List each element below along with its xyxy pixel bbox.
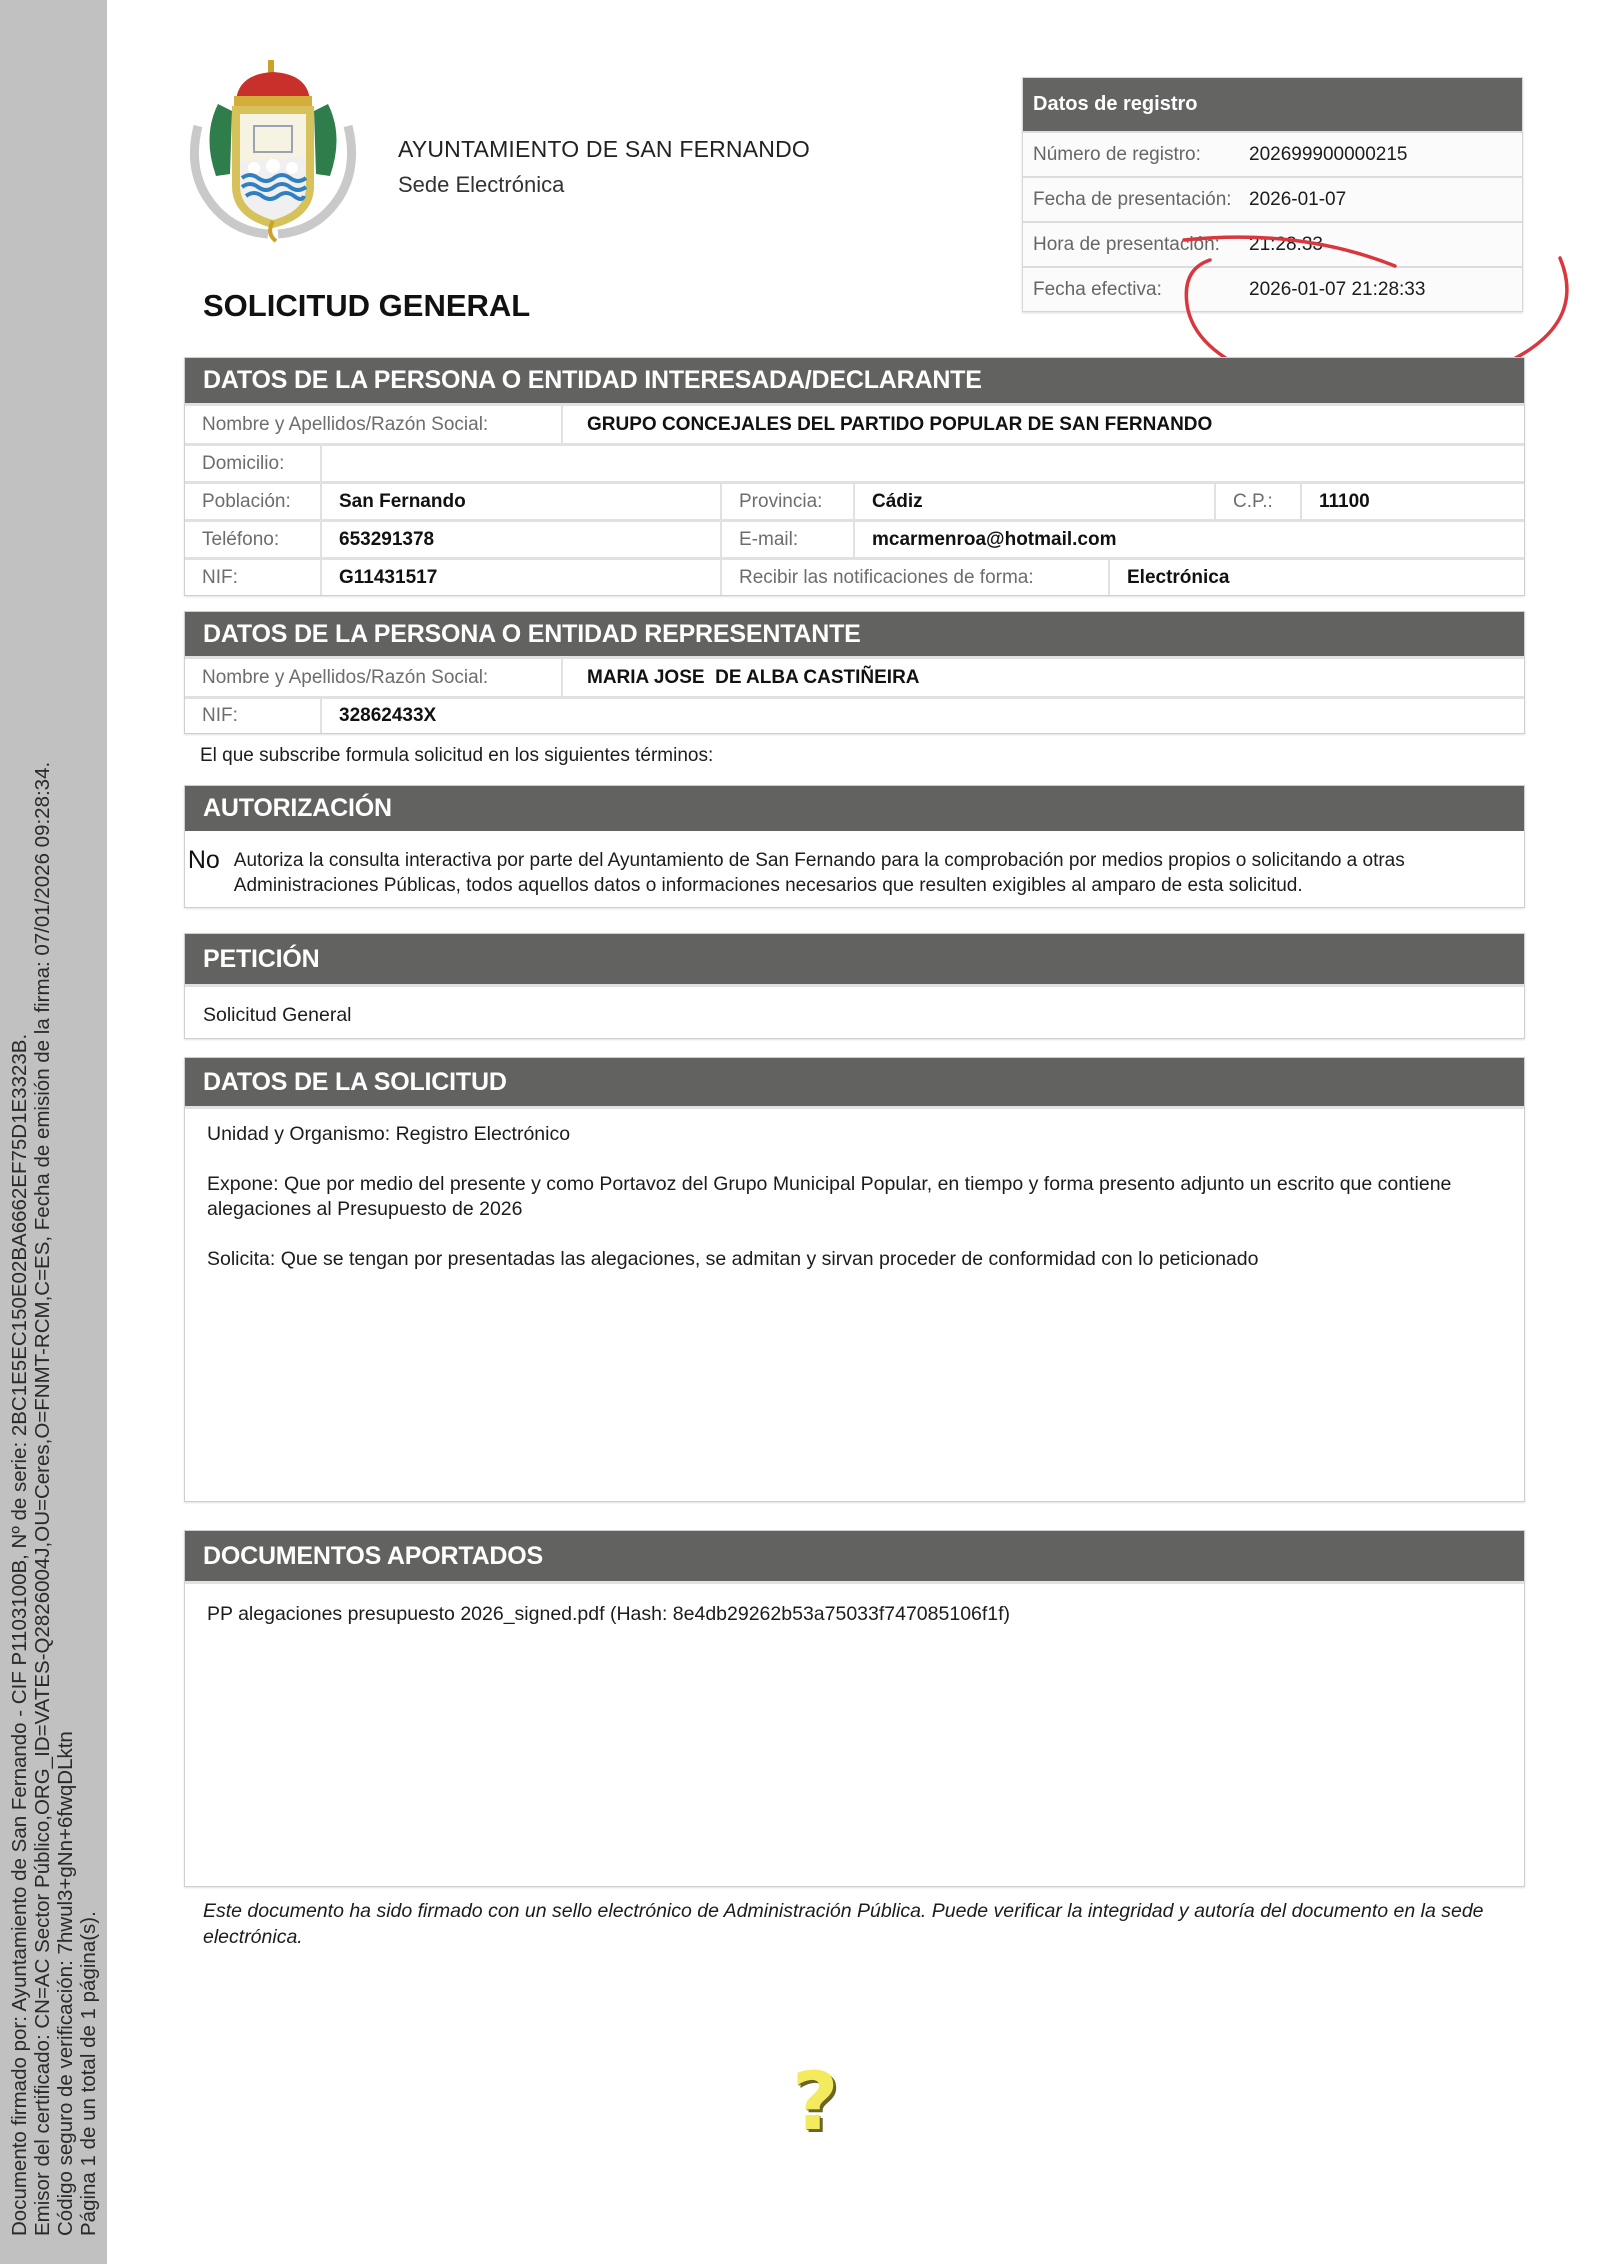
effective-date-label: Fecha efectiva: xyxy=(1033,279,1162,300)
attached-documents-body xyxy=(185,1581,1524,1886)
submission-date-value: 2026-01-07 xyxy=(1249,189,1347,210)
section-attached-documents xyxy=(184,1530,1525,1887)
province-value: Cádiz xyxy=(853,484,1214,519)
postal-code-label: C.P.: xyxy=(1214,484,1300,519)
organization-subtitle: Sede Electrónica xyxy=(398,172,565,197)
effective-date-value: 2026-01-07 21:28:33 xyxy=(1249,279,1426,300)
nif-label: NIF: xyxy=(202,566,238,588)
section-header-attached-documents: DOCUMENTOS APORTADOS xyxy=(185,1531,1524,1581)
authorization-text: Autoriza la consulta interactiva por parte del Ayuntamiento de San Fernando para la comprobación por medios propios o solicitando a otras Administraciones Públicas, todos aquellos datos o informaciones necesarios que resulten exigibles al amparo de esta solicitud. xyxy=(233,850,1405,896)
signature-line-signer: Documento firmado por: Ayuntamiento de San Fernando - CIF P1103100B, Nº de serie: 2BC1E5EC150E02BA6662EF75D1E3323B. xyxy=(8,1033,31,2236)
signature-line-issuer: Emisor del certificado: CN=AC Sector Público,ORG_ID=VATES-Q2826004J,OU=Ceres,O=FNMT-RCM,C=ES, Fecha de emisión de la firma: 07/01/2026 09:28:34. xyxy=(31,761,54,2236)
signature-sidebar xyxy=(0,0,107,2264)
organization-name: AYUNTAMIENTO DE SAN FERNANDO xyxy=(398,136,810,162)
authorization-body xyxy=(185,831,1524,907)
submission-time-label: Hora de presentación: xyxy=(1033,234,1220,255)
row-location xyxy=(185,481,1524,519)
registration-number-label: Número de registro: xyxy=(1033,144,1201,165)
question-mark-icon: ? xyxy=(792,2055,839,2148)
row-nif-notifications xyxy=(185,557,1524,595)
section-header-request: PETICIÓN xyxy=(185,934,1524,984)
submission-date-label: Fecha de presentación: xyxy=(1033,189,1232,210)
signature-info xyxy=(8,516,100,2236)
postal-code-value: 11100 xyxy=(1300,484,1524,519)
town-label: Población: xyxy=(202,490,291,512)
section-representative xyxy=(184,611,1525,734)
registration-number-value: 202699900000215 xyxy=(1249,144,1408,165)
request-data-body xyxy=(185,1106,1524,1501)
registration-data-box xyxy=(1022,77,1523,312)
coat-of-arms-icon xyxy=(188,56,358,246)
coat-of-arms-logo xyxy=(188,56,358,246)
unit-organism: Unidad y Organismo: Registro Electrónico xyxy=(207,1123,571,1145)
address-value xyxy=(320,446,1524,481)
section-header-interested-party: DATOS DE LA PERSONA O ENTIDAD INTERESADA/DECLARANTE xyxy=(185,358,1524,403)
section-request xyxy=(184,933,1525,1039)
nif-value: G11431517 xyxy=(320,560,720,595)
registration-row-date xyxy=(1023,176,1522,221)
row-rep-name xyxy=(185,656,1524,696)
name-label: Nombre y Apellidos/Razón Social: xyxy=(202,413,489,435)
registration-data-title: Datos de registro xyxy=(1023,78,1522,131)
organization-header xyxy=(398,136,810,198)
row-address xyxy=(185,443,1524,481)
authorization-answer: No xyxy=(187,846,220,874)
province-label: Provincia: xyxy=(720,484,853,519)
phone-value: 653291378 xyxy=(320,522,720,557)
document-title: SOLICITUD GENERAL xyxy=(203,288,531,323)
address-label: Domicilio: xyxy=(202,452,285,474)
rep-nif-label: NIF: xyxy=(202,705,238,726)
row-contact xyxy=(185,519,1524,557)
signature-line-page-count: Página 1 de un total de 1 página(s). xyxy=(77,1911,100,2236)
rep-nif-value: 32862433X xyxy=(320,699,1524,733)
row-name xyxy=(185,403,1524,443)
section-request-data xyxy=(184,1057,1525,1502)
section-header-request-data: DATOS DE LA SOLICITUD xyxy=(185,1058,1524,1106)
section-interested-party xyxy=(184,357,1525,596)
notifications-value: Electrónica xyxy=(1108,560,1524,595)
rep-name-value: MARIA JOSE DE ALBA CASTIÑEIRA xyxy=(561,659,920,696)
expone-text: Expone: Que por medio del presente y como Portavoz del Grupo Municipal Popular, en tiempo y forma presento adjunto un escrito que contiene alegaciones al Presupuesto de 2026 xyxy=(207,1173,1452,1220)
electronic-seal-note: Este documento ha sido firmado con un sello electrónico de Administración Pública. Puede verificar la integridad y autoría del documento en la sede electrónica. xyxy=(203,1900,1484,1948)
rep-name-label: Nombre y Apellidos/Razón Social: xyxy=(202,666,489,688)
section-header-representative: DATOS DE LA PERSONA O ENTIDAD REPRESENTANTE xyxy=(185,612,1524,656)
section-authorization xyxy=(184,785,1525,908)
registration-row-effective xyxy=(1023,266,1522,311)
signature-line-verification-code: Código seguro de verificación: 7hwul3+gNn+6fwqDLktn xyxy=(54,1731,77,2236)
phone-label: Teléfono: xyxy=(202,528,280,550)
notifications-label: Recibir las notificaciones de forma: xyxy=(720,560,1108,595)
registration-row-number xyxy=(1023,131,1522,176)
intro-text: El que subscribe formula solicitud en los siguientes términos: xyxy=(200,745,714,766)
attached-document-item[interactable]: PP alegaciones presupuesto 2026_signed.pdf (Hash: 8e4db29262b53a75033f747085106f1f) xyxy=(207,1603,1011,1625)
email-value: mcarmenroa@hotmail.com xyxy=(853,522,1524,557)
solicita-text: Solicita: Que se tengan por presentadas las alegaciones, se admitan y sirvan proceder de conformidad con lo peticionado xyxy=(207,1248,1259,1270)
email-label: E-mail: xyxy=(720,522,853,557)
registration-row-time xyxy=(1023,221,1522,266)
name-value: GRUPO CONCEJALES DEL PARTIDO POPULAR DE SAN FERNANDO xyxy=(561,406,1212,443)
row-rep-nif xyxy=(185,696,1524,733)
submission-time-value: 21:28:33 xyxy=(1249,234,1323,255)
section-header-authorization: AUTORIZACIÓN xyxy=(185,786,1524,831)
town-value: San Fernando xyxy=(320,484,720,519)
request-text: Solicitud General xyxy=(185,984,1524,1038)
